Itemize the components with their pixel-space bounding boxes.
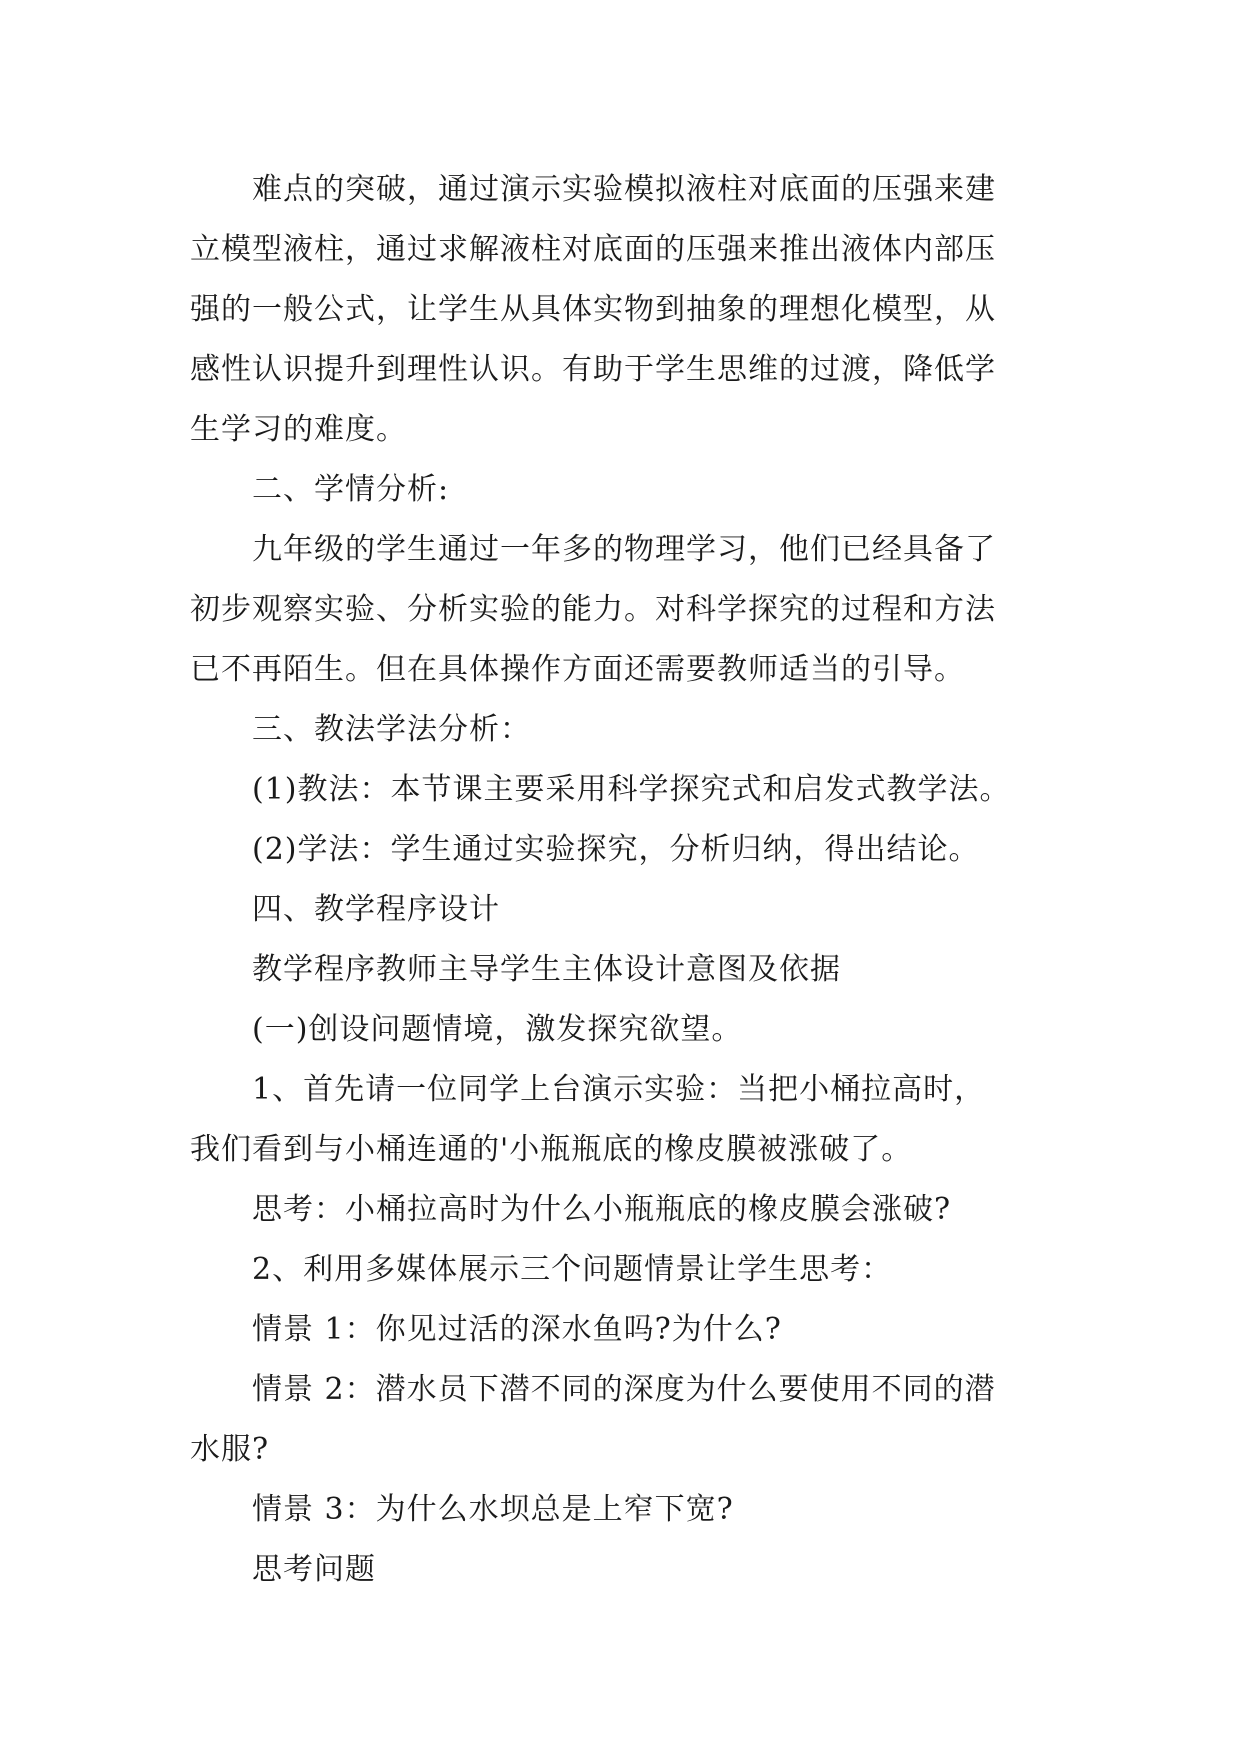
paragraph-line: 情景 1：你见过活的深水鱼吗?为什么? bbox=[252, 1312, 782, 1347]
paragraph-line: 2、利用多媒体展示三个问题情景让学生思考： bbox=[252, 1252, 893, 1287]
paragraph-line: 强的一般公式，让学生从具体实物到抽象的理想化模型，从 bbox=[190, 292, 996, 327]
section-heading: 二、学情分析: bbox=[252, 472, 450, 507]
paragraph-line: 1、首先请一位同学上台演示实验：当把小桶拉高时， bbox=[252, 1072, 986, 1107]
paragraph-line: 思考问题 bbox=[252, 1552, 376, 1587]
paragraph-line: 教学程序教师主导学生主体设计意图及依据 bbox=[252, 952, 841, 987]
paragraph-line: (1)教法：本节课主要采用科学探究式和启发式教学法。 bbox=[252, 772, 1011, 807]
paragraph-line: 水服? bbox=[190, 1432, 270, 1467]
paragraph-line: 难点的突破，通过演示实验模拟液柱对底面的压强来建 bbox=[252, 172, 996, 207]
paragraph-line: 生学习的难度。 bbox=[190, 412, 407, 447]
paragraph-line: 已不再陌生。但在具体操作方面还需要教师适当的引导。 bbox=[190, 652, 965, 687]
section-heading: 三、教法学法分析： bbox=[252, 712, 531, 747]
document-body bbox=[190, 160, 1070, 1600]
paragraph-line: 初步观察实验、分析实验的能力。对科学探究的过程和方法 bbox=[190, 592, 996, 627]
paragraph-line: (2)学法：学生通过实验探究，分析归纳，得出结论。 bbox=[252, 832, 980, 867]
subsection-heading: (一)创设问题情境，激发探究欲望。 bbox=[252, 1012, 743, 1047]
paragraph-line: 感性认识提升到理性认识。有助于学生思维的过渡，降低学 bbox=[190, 352, 996, 387]
paragraph-line: 思考：小桶拉高时为什么小瓶瓶底的橡皮膜会涨破? bbox=[252, 1192, 952, 1227]
paragraph-line: 我们看到与小桶连通的'小瓶瓶底的橡皮膜被涨破了。 bbox=[190, 1132, 913, 1167]
paragraph-line: 情景 2：潜水员下潜不同的深度为什么要使用不同的潜 bbox=[252, 1372, 996, 1407]
paragraph-line: 情景 3：为什么水坝总是上窄下宽? bbox=[252, 1492, 734, 1527]
paragraph-line: 九年级的学生通过一年多的物理学习，他们已经具备了 bbox=[252, 532, 996, 567]
section-heading: 四、教学程序设计 bbox=[252, 892, 500, 927]
paragraph-line: 立模型液柱，通过求解液柱对底面的压强来推出液体内部压 bbox=[190, 232, 996, 267]
